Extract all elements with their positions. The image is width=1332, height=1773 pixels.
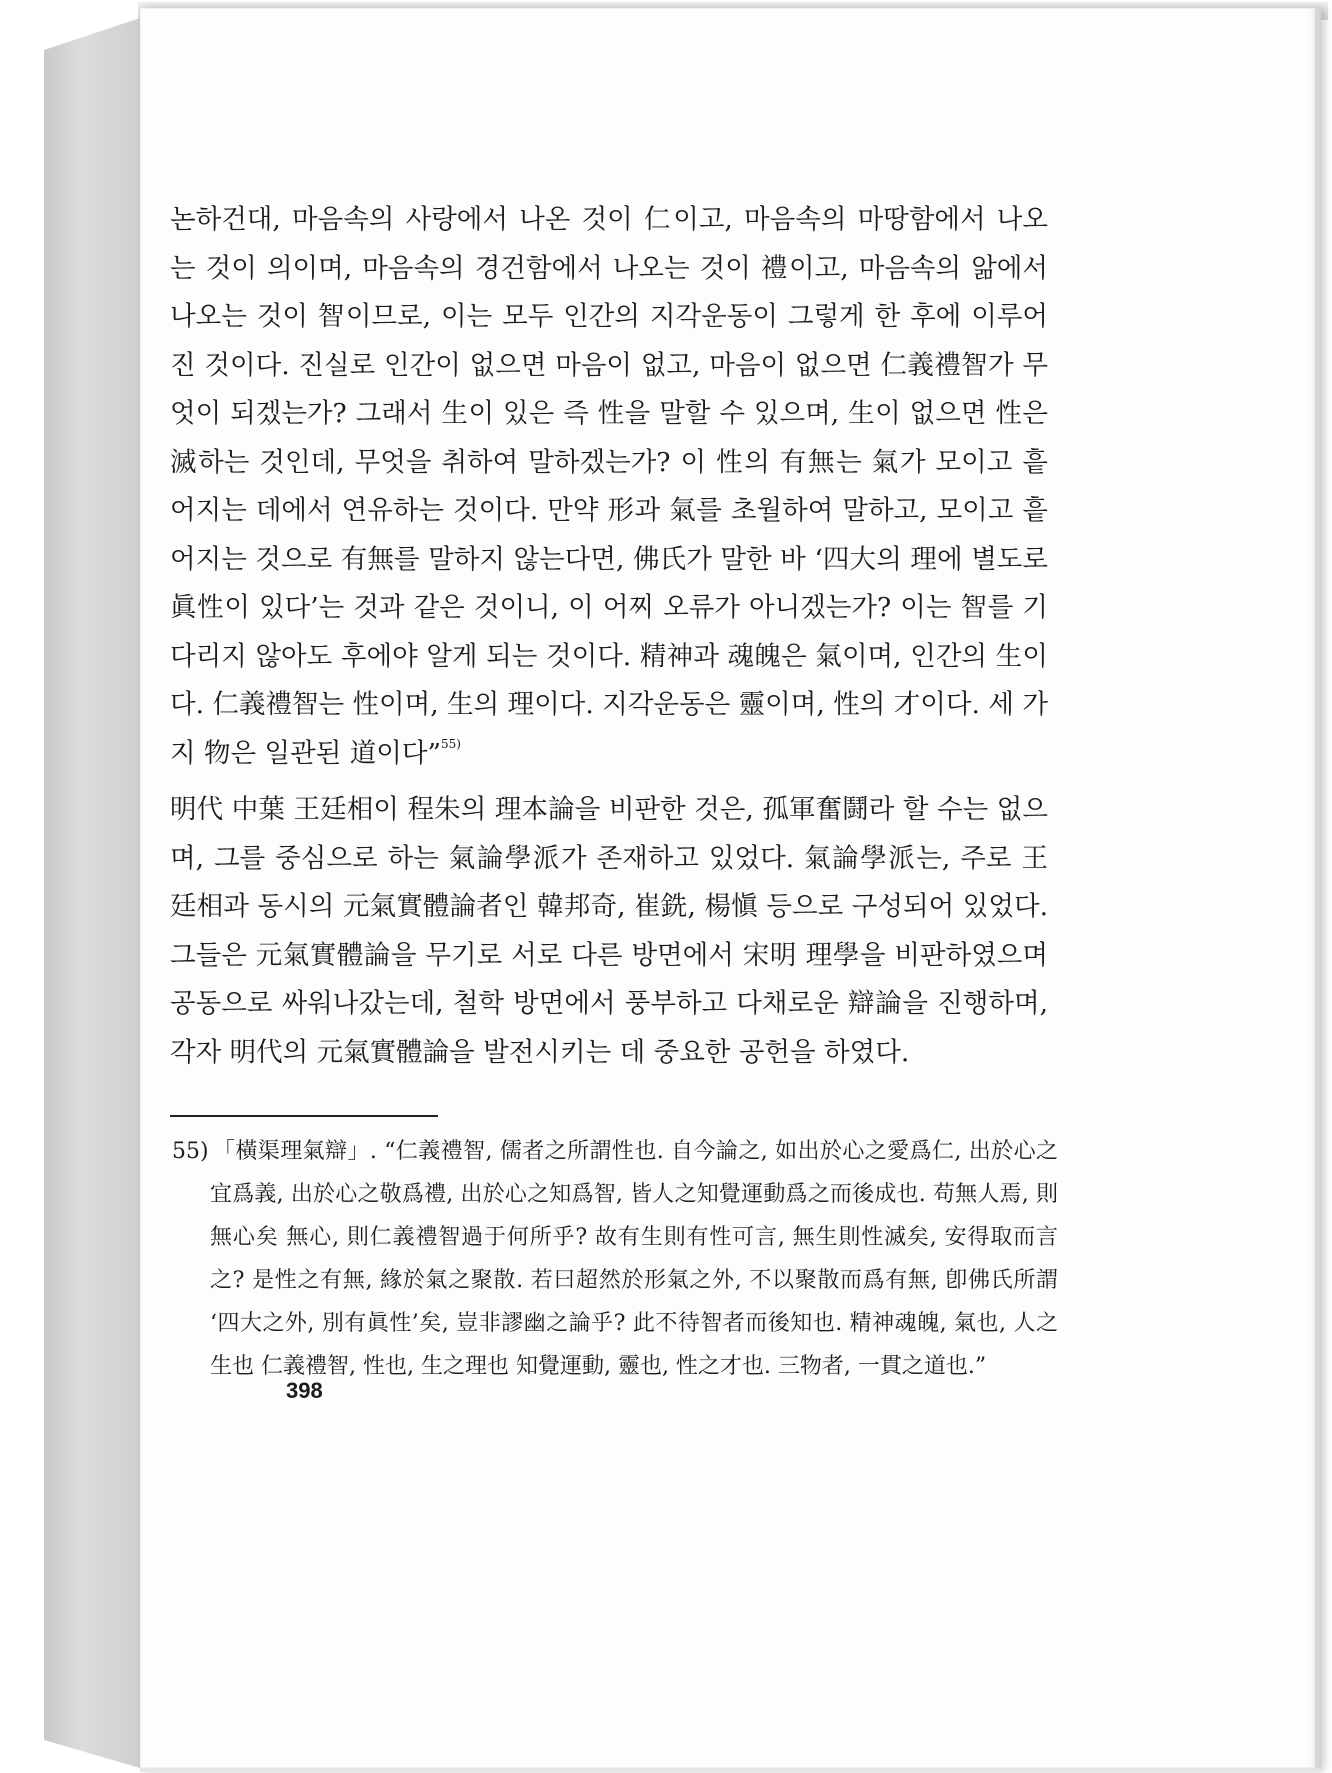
footnote-reference: 55) [441,736,461,751]
footnote-55 [172,1130,1058,1388]
footnote [172,1130,1058,1388]
footnote-number: 55) [172,1139,209,1164]
footnote-divider [170,1115,438,1117]
book-spine [44,18,140,1768]
paragraph-2: 明代 中葉 王廷相이 程朱의 理本論을 비판한 것은, 孤軍奮鬪라 할 수는 없으며, 그를 중심으로 하는 氣論學派가 존재하고 있었다. 氣論學派는, 주로 王廷相과 동시의 元氣實體論者인 韓邦奇, 崔銑, 楊愼 등으로 구성되어 있었다. 그들은 元氣實體論을 무기로 서로 다른 방면에서 宋明 理學을 비판하였으며 공동으로 싸워나갔는데, 철학 방면에서 풍부하고 다채로운 辯論을 진행하며, 각자 明代의 元氣實體論을 발전시키는 데 중요한 공헌을 하였다. [170,794,1048,1068]
main-text [170,196,1048,1077]
page-number: 398 [286,1378,323,1403]
paragraph-1 [170,196,1048,778]
paragraph-1-text: 논하건대, 마음속의 사랑에서 나온 것이 仁이고, 마음속의 마땅함에서 나오는 것이 의이며, 마음속의 경건함에서 나오는 것이 禮이고, 마음속의 앎에서 나오는 것이 智이므로, 이는 모두 인간의 지각운동이 그렇게 한 후에 이루어진 것이다. 진실로 인간이 없으면 마음이 없고, 마음이 없으면 仁義禮智가 무엇이 되겠는가? 그래서 生이 있은 즉 性을 말할 수 있으며, 生이 없으면 性은 滅하는 것인데, 무엇을 취하여 말하겠는가? 이 性의 有無는 氣가 모이고 흩어지는 데에서 연유하는 것이다. 만약 形과 氣를 초월하여 말하고, 모이고 흩어지는 것으로 有無를 말하지 않는다면, 佛氏가 말한 바 ‘四大의 理에 별도로 眞性이 있다’는 것과 같은 것이니, 이 어찌 오류가 아니겠는가? 이는 智를 기다리지 않아도 후에야 알게 되는 것이다. 精神과 魂魄은 氣이며, 인간의 生이다. 仁義禮智는 性이며, 生의 理이다. 지각운동은 靈이며, 性의 才이다. 세 가지 物은 일관된 道이다” [170,204,1048,769]
footnote-text: 「橫渠理氣辯」. “仁義禮智, 儒者之所謂性也. 自今論之, 如出於心之愛爲仁, 出於心之宜爲義, 出於心之敬爲禮, 出於心之知爲智, 皆人之知覺運動爲之而後成也. 苟無人焉, 則無心矣 無心, 則仁義禮智過于何所乎? 故有生則有性可言, 無生則性滅矣, 安得取而言之? 是性之有無, 緣於氣之聚散. 若曰超然於形氣之外, 不以聚散而爲有無, 卽佛氏所謂 ‘四大之外, 別有眞性’矣, 豈非謬幽之論乎? 此不待智者而後知也. 精神魂魄, 氣也, 人之生也 仁義禮智, 性也, 生之理也 知覺運動, 靈也, 性之才也. 三物者, 一貫之道也.” [210,1139,1058,1379]
